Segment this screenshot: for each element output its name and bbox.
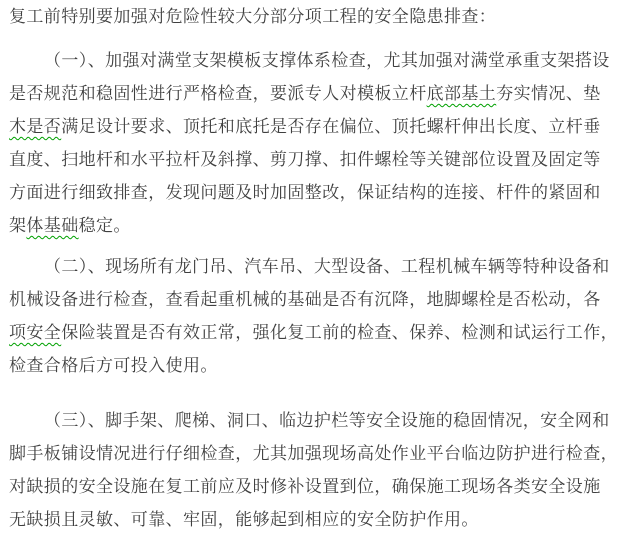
grammar-flagged-text: 木是否 bbox=[9, 117, 62, 136]
text-segment: 机械设备进行检查，查看起重机械的基础是否有沉降，地脚螺栓是否松动，各 bbox=[9, 290, 601, 309]
text-segment: 直度、扫地杆和水平拉杆及斜撑、剪刀撑、扣件螺栓等关键部位设置及固定等 bbox=[9, 150, 601, 169]
text-segment: 对缺损的安全设施在复工前应及时修补设置到位，确保施工现场各类安全设施 bbox=[9, 477, 601, 496]
text-line bbox=[9, 0, 626, 33]
text-line bbox=[9, 316, 626, 349]
text-line bbox=[9, 176, 626, 209]
text-line bbox=[9, 404, 626, 437]
text-line bbox=[9, 143, 626, 176]
text-segment: 脚手板铺设情况进行仔细检查，尤其加强现场高处作业平台临边防护进行检查， bbox=[9, 444, 618, 463]
text-line bbox=[9, 503, 626, 536]
text-segment: 保险装置是否有效正常，强化复工前的检查、保养、检测和试运行工作， bbox=[61, 323, 619, 342]
text-segment: （一）、加强对满堂支架模板支撑体系检查，尤其加强对满堂承重支架搭设 bbox=[44, 51, 610, 70]
text-segment: 无缺损且灵敏、可靠、牢固，能够起到相应的安全防护作用。 bbox=[9, 510, 479, 529]
grammar-flagged-text: 体基础 bbox=[26, 216, 79, 235]
item-1 bbox=[9, 44, 626, 242]
text-line bbox=[9, 44, 626, 77]
grammar-flagged-text: 底部基土 bbox=[426, 84, 497, 103]
text-segment: 夯实情况、垫 bbox=[496, 84, 601, 103]
grammar-flagged-text: 项安全 bbox=[9, 323, 62, 342]
text-segment: （二）、现场所有龙门吊、汽车吊、大型设备、工程机械车辆等特种设备和 bbox=[44, 257, 610, 276]
text-line bbox=[9, 77, 626, 110]
item-3 bbox=[9, 404, 626, 536]
text-line bbox=[9, 283, 626, 316]
text-line bbox=[9, 437, 626, 470]
text-line bbox=[9, 250, 626, 283]
text-segment: 复工前特别要加强对危险性较大分部分项工程的安全隐患排查： bbox=[9, 7, 497, 26]
text-segment: 检查合格后方可投入使用。 bbox=[9, 356, 218, 375]
text-line bbox=[9, 209, 626, 242]
text-segment: 满足设计要求、顶托和底托是否存在偏位、顶托螺杆伸出长度、立杆垂 bbox=[61, 117, 601, 136]
text-line bbox=[9, 470, 626, 503]
text-segment: （三）、脚手架、爬梯、洞口、临边护栏等安全设施的稳固情况，安全网和 bbox=[44, 411, 610, 430]
text-segment: 架 bbox=[9, 216, 27, 235]
text-line bbox=[9, 349, 626, 382]
text-segment: 稳定。 bbox=[78, 216, 131, 235]
item-2 bbox=[9, 250, 626, 382]
text-line bbox=[9, 110, 626, 143]
text-segment: 是否规范和稳固性进行严格检查，要派专人对模板立杆 bbox=[9, 84, 427, 103]
document-body bbox=[9, 0, 626, 536]
text-segment: 方面进行细致排查，发现问题及时加固整改，保证结构的连接、杆件的紧固和 bbox=[9, 183, 601, 202]
heading bbox=[9, 0, 626, 33]
